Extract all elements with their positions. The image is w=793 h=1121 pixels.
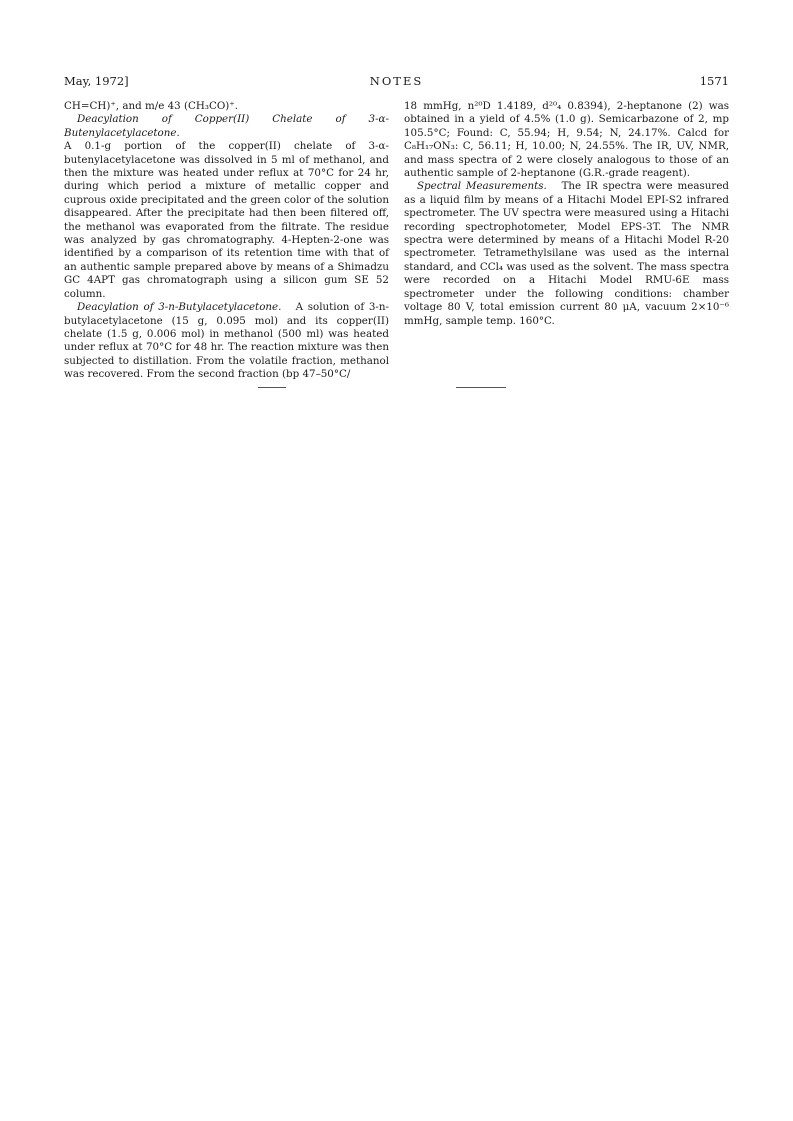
- header-section-title: NOTES: [369, 74, 424, 88]
- right-column: [404, 100, 729, 328]
- header-date: May, 1972]: [64, 74, 129, 88]
- running-header: [64, 74, 729, 88]
- paragraph-spectral-text: The IR spectra were measured as a liquid film by means of a Hitachi Model EPI-S2 infrared spectrometer. The UV spectra were measured using a Hitachi recording spectrophotometer, Model EPS-3T. The NMR spectra were determined by means of a Hitachi Model R-20 spectrometer. Tetramethylsilane was used as the internal standard, and CCl₄ was used as the solvent. The mass spectra were recorded on a Hitachi Model RMU-6E mass spectrometer under the following conditions: chamber voltage 80 V, total emission current 80 μA, vacuum 2×10⁻⁶ mmHg, sample temp. 160°C.: [404, 180, 730, 327]
- left-column: [64, 100, 389, 382]
- continued-line: CH=CH)⁺, and m/e 43 (CH₃CO)⁺.: [64, 100, 239, 112]
- section-heading-butylacetylacetone: Deacylation of 3-n-Butylacetylacetone.: [77, 301, 282, 314]
- paragraph-butylacetylacetone: [64, 301, 389, 381]
- end-rule-left: [258, 387, 286, 388]
- end-rule-right: [456, 387, 506, 388]
- page-number: 1571: [699, 74, 729, 88]
- paragraph-copper-chelate: A 0.1-g portion of the copper(II) chelate of 3-α-butenylacetylacetone was dissolved in 5 ml of methanol, and then the mixture was heated under reflux at 70°C for 24 hr, during which period a mixture of metallic copper and cuprous oxide precipitated and the green color of the solution disappeared. After the precipitate had then been filtered off, the methanol was evaporated from the filtrate. The residue was analyzed by gas chromatography. 4-Hepten-2-one was identified by a comparison of its retention time with that of an authentic sample prepared above by means of a Shimadzu GC 4APT gas chromatograph using a silicon gum SE 52 column.: [64, 140, 389, 300]
- section-heading-copper-chelate: Deacylation of Copper(II) Chelate of 3-α-Butenylacetylacetone.: [64, 113, 389, 139]
- paragraph-heptanone: 18 mmHg, n²⁰D 1.4189, d²⁰₄ 0.8394), 2-heptanone (2) was obtained in a yield of 4.5% (1.0 g). Semicarbazone of 2, mp 105.5°C; Found: C, 55.94; H, 9.54; N, 24.17%. Calcd for C₈H₁₇ON₃: C, 56.11; H, 10.00; N, 24.55%. The IR, UV, NMR, and mass spectra of 2 were closely analogous to those of an authentic sample of 2-heptanone (G.R.-grade reagent).: [404, 100, 729, 180]
- paragraph-butylacetylacetone-text: A solution of 3-n-butylacetylacetone (15 g, 0.095 mol) and its copper(II) chelate (1.5 g, 0.006 mol) in methanol (500 ml) was heated under reflux at 70°C for 48 hr. The reaction mixture was then subjected to distillation. From the volatile fraction, methanol was recovered. From the second fraction (bp 47–50°C/: [64, 301, 390, 381]
- paragraph-spectral: [404, 180, 729, 327]
- section-heading-spectral: Spectral Measurements.: [417, 180, 547, 193]
